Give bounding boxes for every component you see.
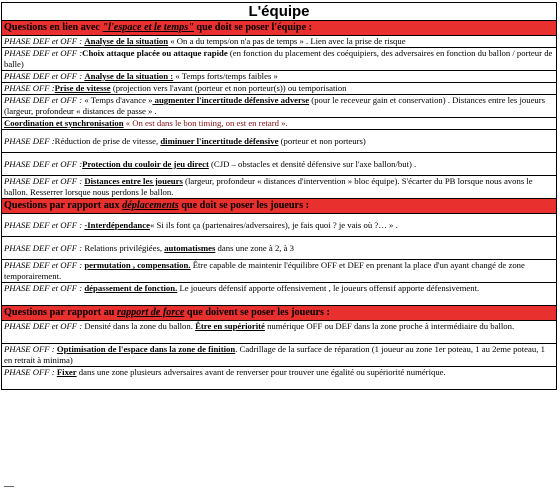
page-edge-mark	[4, 486, 14, 491]
phase-label: PHASE DEF et OFF :	[4, 321, 85, 331]
key-concept: Fixer	[56, 367, 77, 377]
table-row	[2, 130, 557, 153]
row-text: « Temps d'avance »	[84, 95, 153, 105]
phase-label: PHASE DEF et OFF :	[4, 48, 83, 58]
row-text: numérique OFF ou DEF dans la zone proche à intermédiaire du ballon.	[264, 321, 515, 331]
phase-label: PHASE OFF :	[4, 344, 57, 354]
phase-label: PHASE DEF :	[4, 135, 55, 146]
section-header-rapport-de-force	[2, 306, 557, 321]
phase-label: PHASE DEF et OFF :	[4, 219, 85, 230]
team-questions-table	[1, 2, 557, 390]
table-row	[2, 71, 557, 83]
table-row	[2, 118, 557, 130]
row-text: « On est dans le bon timing, on est en retard ».	[123, 118, 288, 128]
table-row	[2, 344, 557, 367]
phase-label: PHASE DEF et OFF :	[4, 283, 85, 293]
phase-label: PHASE DEF et OFF :	[4, 242, 85, 253]
table-row	[2, 321, 557, 344]
phase-label: PHASE DEF et OFF :	[4, 95, 85, 105]
key-concept: Prise de vitesse	[54, 83, 111, 93]
header-text: que doivent se poser les joueurs :	[184, 307, 330, 318]
table-row	[2, 260, 557, 283]
row-text: . Cadrillage de la surface de réparation (1 joueur au zone 1er poteau, 1 au 2eme poteau, 1 en retrait à minima)	[4, 344, 545, 365]
key-concept: dépassement de fonction.	[84, 283, 178, 293]
table-row	[2, 283, 557, 306]
row-text: Le joueurs défensif apporte offensivement , le joueurs offensif apporte défensivement.	[177, 283, 480, 293]
key-concept: Distances entre les joueurs	[84, 176, 183, 186]
row-text: (CJD – obstacles et densité défensive sur l'axe ballon/but) .	[208, 158, 417, 169]
table-row	[2, 36, 557, 48]
key-concept: Optimisation de l'espace dans la zone de finition	[56, 344, 236, 354]
phase-label: PHASE DEF et OFF :	[4, 36, 85, 46]
row-text: Être capable de maintenir l'équilibre OFF et DEF en prenant la place d'un ayant changé de zone temporairement.	[4, 260, 525, 281]
key-concept: augmenter l'incertitude défensive adverse	[152, 95, 310, 105]
table-row	[2, 214, 557, 237]
row-text: Densité dans la zone du ballon.	[84, 321, 196, 331]
key-concept: -Interdépendance	[84, 219, 150, 230]
row-text: dans une zone plusieurs adversaires avant de renverser pour trouver une égalité ou supériorité numérique.	[76, 367, 446, 377]
row-text: dans une zone à 2, à 3	[215, 242, 295, 253]
header-text: que doit se poser l'équipe :	[193, 22, 312, 33]
row-text: Réduction de prise de vitesse,	[54, 135, 161, 146]
header-emphasis: rapport de force	[117, 307, 185, 318]
row-text: (pour le receveur gain et conservation) . Distances entre les joueurs (largeur, profondeur « distances de passe » .	[4, 95, 546, 116]
table-row	[2, 237, 557, 260]
key-concept: Analyse de la situation	[84, 36, 169, 46]
section-header-deplacements	[2, 199, 557, 214]
table-row	[2, 176, 557, 199]
key-concept: permutation , compensation.	[84, 260, 191, 270]
header-text: que doit se poser les joueurs :	[178, 200, 309, 211]
phase-label: PHASE OFF :	[4, 83, 55, 93]
row-text: Relations privilégiées,	[84, 242, 165, 253]
title-row	[2, 3, 557, 21]
table-row	[2, 95, 557, 118]
phase-label: PHASE DEF et OFF :	[4, 176, 85, 186]
phase-label: PHASE DEF et OFF :	[4, 260, 85, 270]
row-text: « Temps forts/temps faibles »	[173, 71, 278, 81]
header-emphasis: déplacements	[122, 200, 179, 211]
key-concept: automatismes	[164, 242, 216, 253]
key-concept: Protection du couloir de jeu direct	[82, 158, 209, 169]
row-text: (largeur, profondeur « distances d'intervention » bloc équipe). S'écarter du PB lorsque nous avons le ballon. Resserrer lorsque nous perdons le ballon.	[4, 176, 533, 197]
row-text: (projection vers l'avant (porteur et non porteur(s)) ou temporisation	[110, 83, 347, 93]
row-text: « On a du temps/on n'a pas de temps » . Lien avec la prise de risque	[168, 36, 406, 46]
phase-label: PHASE DEF et OFF :	[4, 71, 85, 81]
row-text: (en fonction du placement des coéquipiers, des adversaires en fonction du ballon / porteur de balle)	[4, 48, 553, 69]
table-row	[2, 48, 557, 71]
key-concept: Analyse de la situation :	[84, 71, 174, 81]
header-text: Questions en lien avec	[4, 22, 103, 33]
phase-label: PHASE OFF :	[4, 367, 57, 377]
table-row	[2, 153, 557, 176]
key-concept: Coordination et synchronisation	[4, 118, 124, 128]
key-concept: Choix attaque placée ou attaque rapide	[82, 48, 228, 58]
key-concept: Être en supériorité	[195, 321, 265, 331]
row-text: (porteur et non porteurs)	[278, 135, 366, 146]
header-text: Questions par rapport aux	[4, 200, 123, 211]
page-title: L'équipe	[2, 3, 557, 21]
key-concept: diminuer l'incertitude défensive	[160, 135, 279, 146]
section-header-espace-temps	[2, 21, 557, 36]
table-row	[2, 367, 557, 390]
table-row	[2, 83, 557, 95]
header-text: Questions par rapport au	[4, 307, 118, 318]
row-text: « Si ils font ça (partenaires/adversaires), je fais quoi ? je vais où ?… » .	[149, 219, 398, 230]
phase-label: PHASE DEF et OFF :	[4, 158, 83, 169]
header-emphasis: "l'espace et le temps"	[102, 22, 194, 33]
